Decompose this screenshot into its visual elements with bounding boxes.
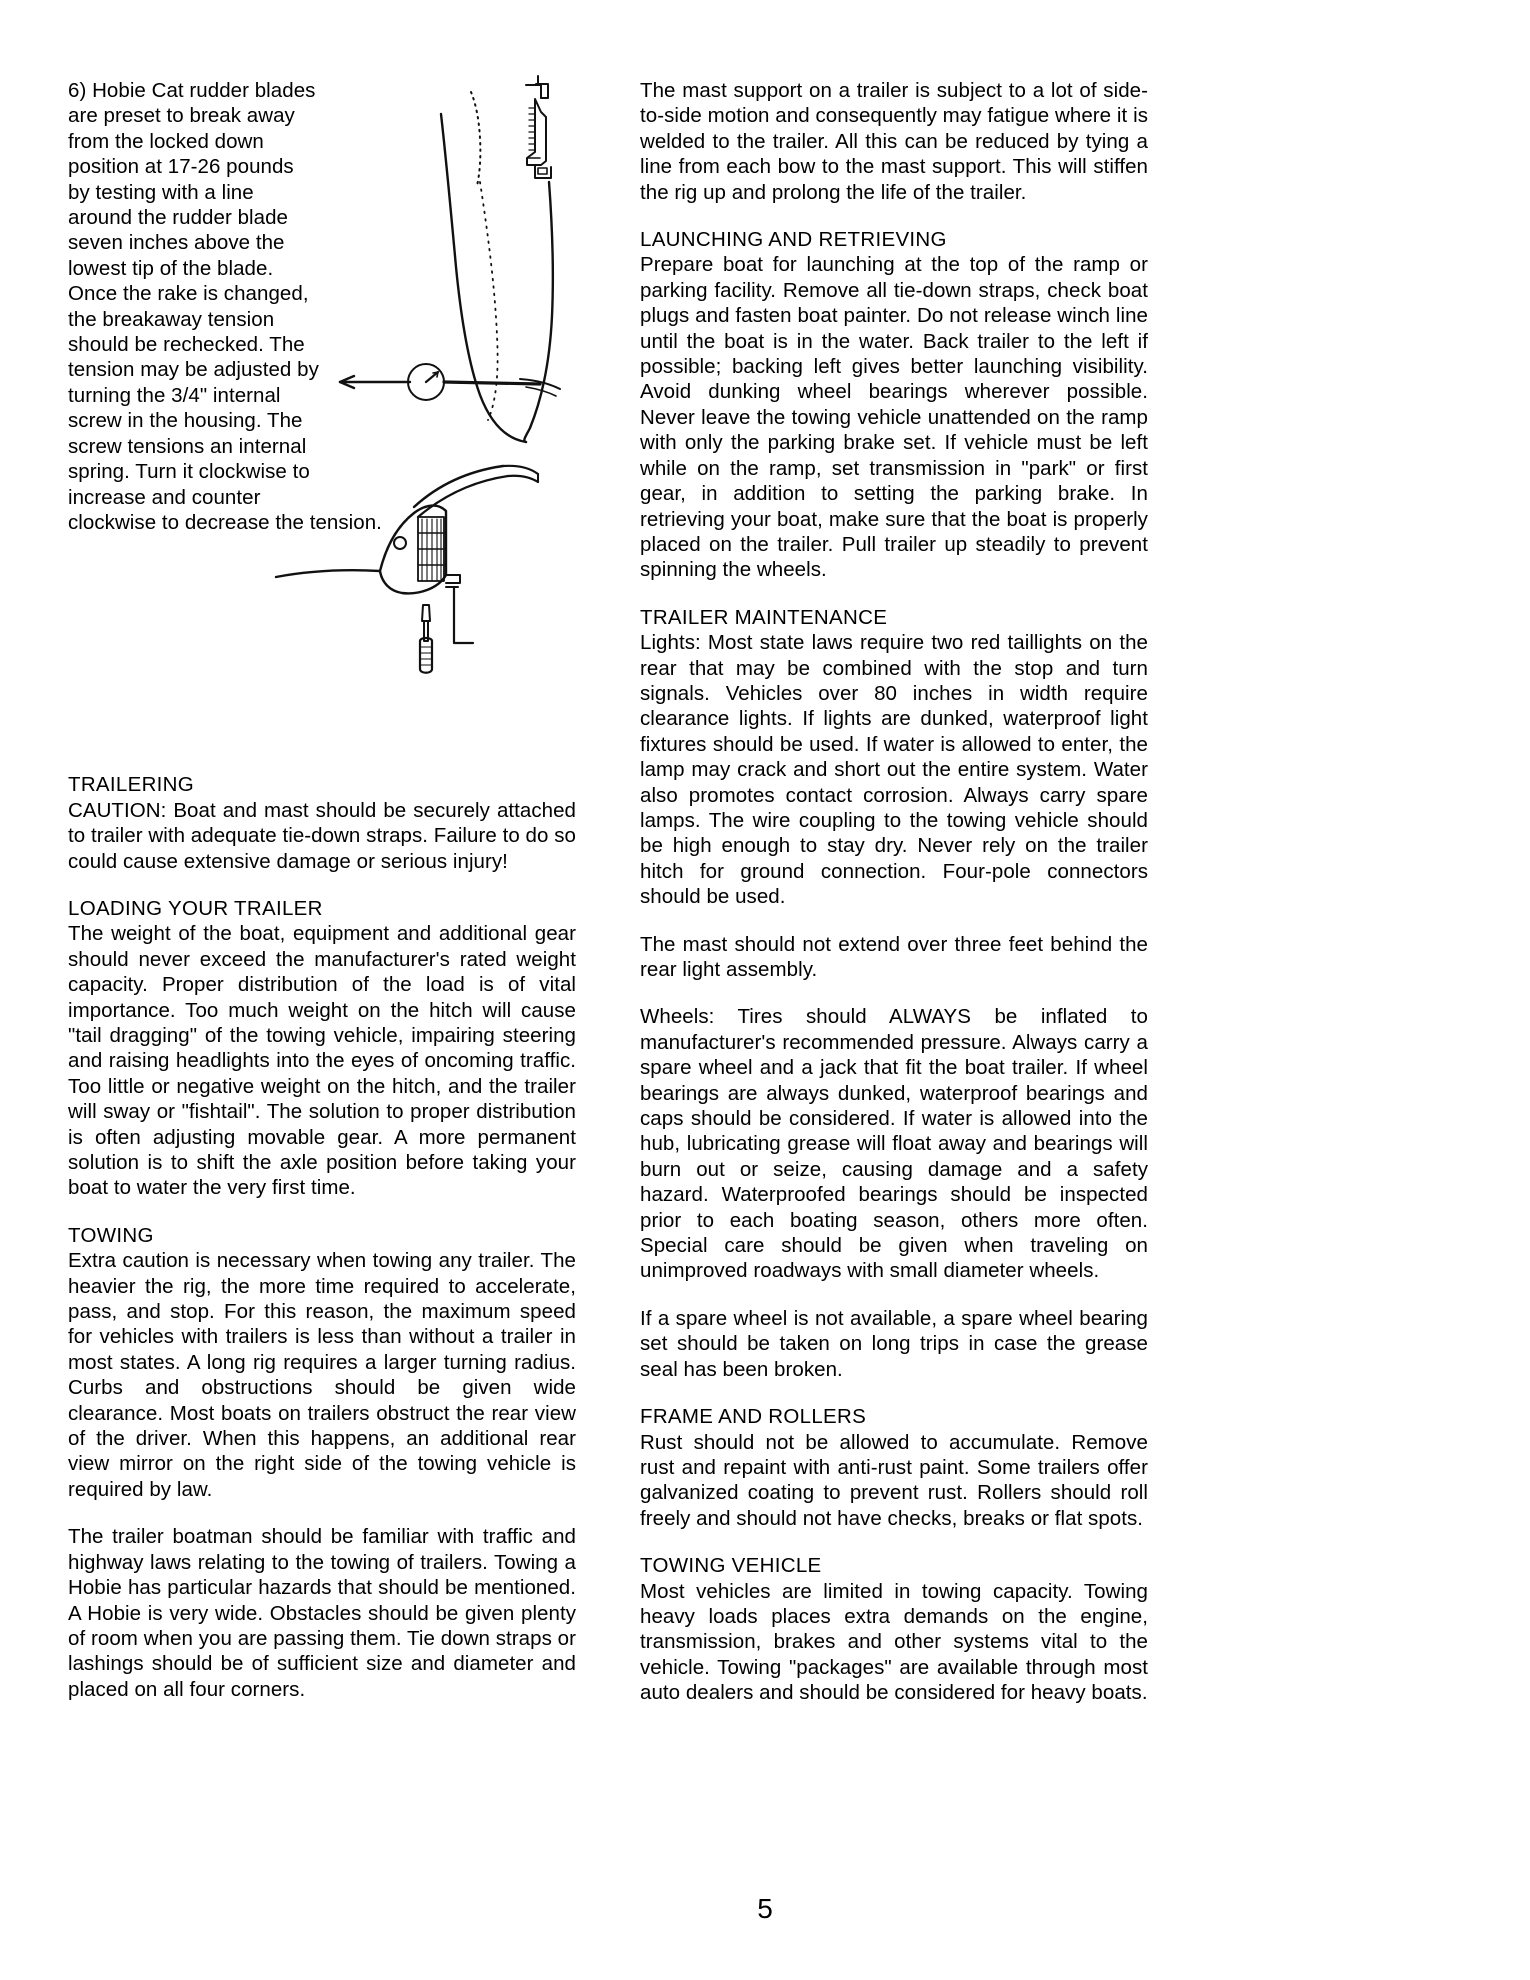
figure-2-wrap-spacer: [68, 557, 576, 772]
paragraph-loading-your-trailer: The weight of the boat, equipment and additional gear should never exceed the manufacturer's rated weight capacity. Proper distribution of the load is of vital importance. Too much weight on the hitch will cause "tail dragging" of the towing vehicle, impairing steering and raising headlights into the eyes of oncoming traffic. Too little or negative weight on the hitch, and the trailer will sway or "fishtail". The solution to proper distribution is often adjusting movable gear. A more permanent solution is to shift the axle position before taking your boat to water the very first time.: [68, 922, 576, 1200]
paragraph-wheels: Wheels: Tires should ALWAYS be inflated to manufacturer's recommended pressure. Always carry a spare wheel and a jack that fit the boat trailer. If wheel bearings are always dunked, waterproof bearings and caps should be considered. If water is allowed into the hub, lubricating grease will float away and bearings will burn out or seize, causing damage and a safety hazard. Waterproofed bearings should be inspected prior to each boating season, others more often. Special care should be given when traveling on unimproved roadways with small diameter wheels.: [640, 1005, 1148, 1283]
heading-towing-vehicle: TOWING VEHICLE: [640, 1554, 822, 1578]
page-number: 5: [757, 1893, 773, 1924]
right-column: [640, 78, 1148, 1706]
heading-launching-and-retrieving: LAUNCHING AND RETRIEVING: [640, 228, 947, 252]
paragraph-trailering: CAUTION: Boat and mast should be securely attached to trailer with adequate tie-down straps. Failure to do so could cause extensive damage or serious injury!: [68, 798, 576, 873]
paragraph-item-6: 6) Hobie Cat rudder blades are preset to break away from the locked down position at 17-26 pounds by testing with a line around the rudder blade seven inches above the lowest tip of the blade. Once the rake is changed, the breakaway tension should be rechecked. The tension may be adjusted by turning the 3/4" internal screw in the housing. The screw tensions an internal spring. Turn it clockwise to increase and counter clockwise to decrease the tension.: [68, 79, 382, 534]
paragraph-trailer-lights: Lights: Most state laws require two red taillights on the rear that may be combined with the stop and turn signals. Vehicles over 80 inches in width require clearance lights. If lights are dunked, waterproof light fixtures should be used. If water is allowed to enter, the lamp may crack and short out the entire system. Water also promotes contact corrosion. Always carry spare lamps. The wire coupling to the towing vehicle should be high enough to stay dry. Never rely on the trailer hitch for ground connection. Four-pole connectors should be used.: [640, 631, 1148, 909]
heading-trailer-maintenance: TRAILER MAINTENANCE: [640, 605, 888, 629]
paragraph-towing-2: The trailer boatman should be familiar with traffic and highway laws relating to the towing of trailers. Towing a Hobie has particular hazards that should be mentioned. A Hobie is very wide. Obstacles should be given plenty of room when you are passing them. Tie down straps or lashings should be of sufficient size and diameter and placed on all four corners.: [68, 1525, 576, 1701]
heading-towing: TOWING: [68, 1223, 154, 1247]
paragraph-towing-vehicle: Most vehicles are limited in towing capacity. Towing heavy loads places extra demands on the engine, transmission, brakes and other systems vital to the vehicle. Towing "packages" are available through most auto dealers and should be considered for heavy boats.: [640, 1579, 1148, 1705]
heading-loading-your-trailer: LOADING YOUR TRAILER: [68, 896, 323, 920]
figure-1-wrap-spacer: [321, 78, 576, 498]
paragraph-frame-and-rollers: Rust should not be allowed to accumulate. Remove rust and repaint with anti-rust paint. Some trailers offer galvanized coating to prevent rust. Rollers should roll freely and should not have checks, breaks or flat spots.: [640, 1430, 1148, 1530]
paragraph-launching-and-retrieving: Prepare boat for launching at the top of the ramp or parking facility. Remove all tie-down straps, check boat plugs and fasten boat painter. Do not release winch line until the boat is in the water. Back trailer to the left if possible; backing left gives better launching visibility. Avoid dunking wheel bearings wherever possible. Never leave the towing vehicle unattended on the ramp with only the parking brake set. If vehicle must be left while on the ramp, set transmission in "park" or first gear, in addition to setting the parking brake. In retrieving your boat, make sure that the boat is properly placed on the trailer. Pull trailer up steadily to prevent spinning the wheels.: [640, 253, 1148, 582]
paragraph-mast-support: The mast support on a trailer is subject to a lot of side-to-side motion and consequently may fatigue where it is welded to the trailer. All this can be reduced by tying a line from each bow to the mast support. This will stiffen the rig up and prolong the life of the trailer.: [640, 79, 1148, 204]
left-column: [68, 78, 576, 1724]
heading-frame-and-rollers: FRAME AND ROLLERS: [640, 1405, 867, 1429]
paragraph-mast-extend: The mast should not extend over three feet behind the rear light assembly.: [640, 932, 1148, 981]
paragraph-towing-1: Extra caution is necessary when towing any trailer. The heavier the rig, the more time required to accelerate, pass, and stop. For this reason, the maximum speed for vehicles with trailers is less than without a trailer in most states. A long rig requires a larger turning radius. Curbs and obstructions should be given wide clearance. Most boats on trailers obstruct the rear view of the driver. When this happens, an additional rear view mirror on the right side of the towing vehicle is required by law.: [68, 1249, 576, 1501]
paragraph-spare-wheel: If a spare wheel is not available, a spare wheel bearing set should be taken on long trips in case the grease seal has been broken.: [640, 1306, 1148, 1381]
heading-trailering: TRAILERING: [68, 773, 195, 797]
